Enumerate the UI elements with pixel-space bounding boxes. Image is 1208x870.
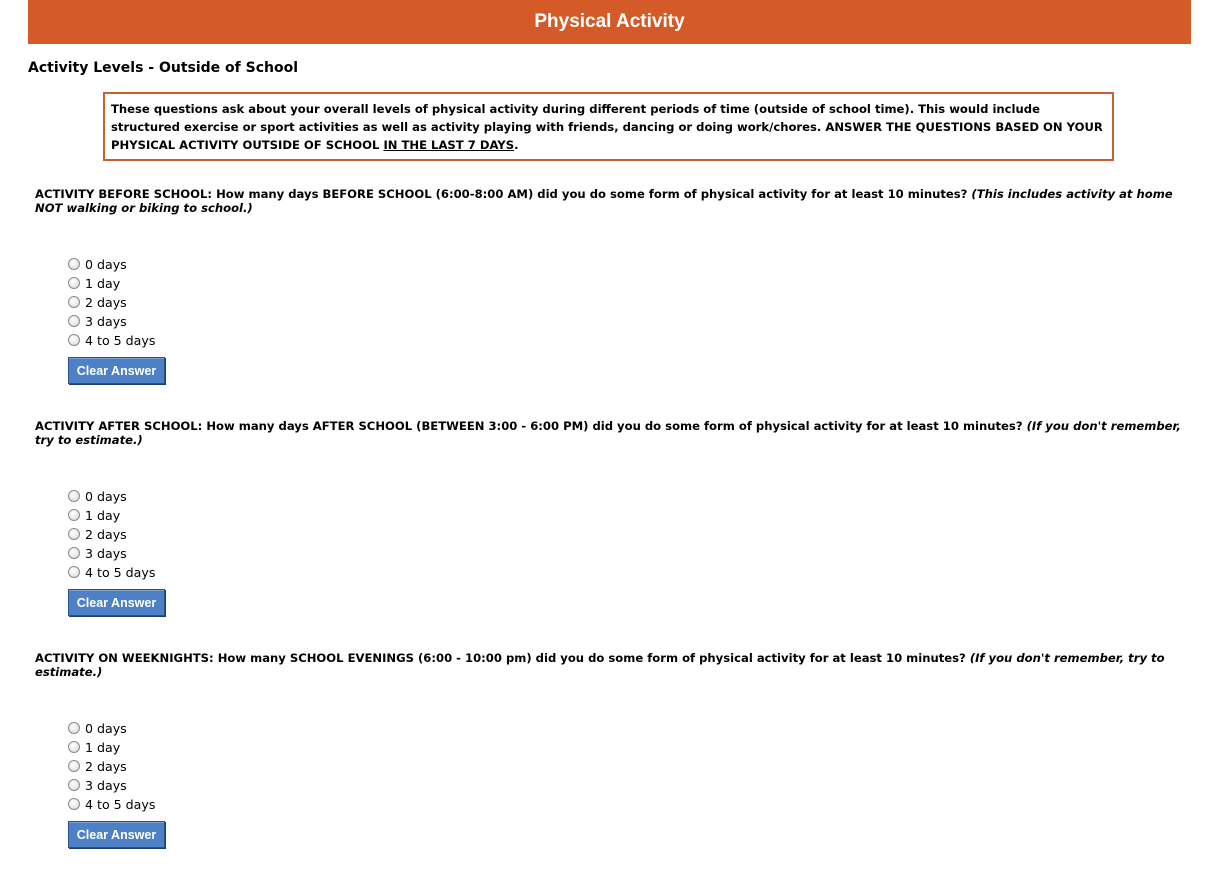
clear-answer-button[interactable]: Clear Answer — [68, 821, 165, 848]
option-4-to-5-days[interactable] — [68, 563, 155, 582]
clear-answer-button[interactable]: Clear Answer — [68, 589, 165, 616]
radio-button[interactable] — [68, 277, 80, 289]
radio-button[interactable] — [68, 741, 80, 753]
option-label: 4 to 5 days — [85, 333, 156, 348]
question-prompt: ACTIVITY AFTER SCHOOL: How many days AFTER SCHOOL (BETWEEN 3:00 - 6:00 PM) did you do some form of physical activity for at least 10 minutes? — [35, 419, 1027, 433]
question-text — [35, 419, 1185, 447]
instructions-box — [103, 92, 1114, 161]
option-label: 0 days — [85, 257, 127, 272]
option-3-days[interactable] — [68, 776, 155, 795]
option-2-days[interactable] — [68, 525, 155, 544]
option-0-days[interactable] — [68, 719, 155, 738]
question-text — [35, 187, 1185, 215]
option-1-day[interactable] — [68, 274, 155, 293]
radio-button[interactable] — [68, 509, 80, 521]
radio-button[interactable] — [68, 528, 80, 540]
instructions-text: These questions ask about your overall levels of physical activity during different periods of time (outside of school time). This would include structured exercise or sport activities as well as activity playing with friends, dancing or doing work/chores. ANSWER THE QUESTIONS BASED ON YOUR PHYSICAL ACTIVITY OUTSIDE OF SCHOOL — [111, 102, 1103, 152]
radio-button[interactable] — [68, 566, 80, 578]
page-title: Physical Activity — [534, 11, 685, 32]
radio-button[interactable] — [68, 798, 80, 810]
option-4-to-5-days[interactable] — [68, 795, 155, 814]
instructions-end: . — [514, 138, 519, 152]
option-3-days[interactable] — [68, 544, 155, 563]
option-0-days[interactable] — [68, 255, 155, 274]
option-label: 3 days — [85, 546, 127, 561]
question-note: (If you don't remember, try to estimate.) — [35, 419, 1181, 447]
option-4-to-5-days[interactable] — [68, 331, 155, 350]
header-bar — [28, 0, 1191, 44]
question-prompt: ACTIVITY ON WEEKNIGHTS: How many SCHOOL EVENINGS (6:00 - 10:00 pm) did you do some form of physical activity for at least 10 minutes? — [35, 651, 970, 665]
radio-button[interactable] — [68, 722, 80, 734]
radio-button[interactable] — [68, 258, 80, 270]
answer-options — [68, 487, 155, 582]
option-1-day[interactable] — [68, 738, 155, 757]
option-label: 2 days — [85, 527, 127, 542]
option-label: 2 days — [85, 759, 127, 774]
question-prompt: ACTIVITY BEFORE SCHOOL: How many days BEFORE SCHOOL (6:00-8:00 AM) did you do some form of physical activity for at least 10 minutes? — [35, 187, 972, 201]
question-text — [35, 651, 1185, 679]
question-before-school — [35, 187, 1185, 378]
option-0-days[interactable] — [68, 487, 155, 506]
option-2-days[interactable] — [68, 293, 155, 312]
radio-button[interactable] — [68, 547, 80, 559]
radio-button[interactable] — [68, 334, 80, 346]
radio-button[interactable] — [68, 779, 80, 791]
option-label: 1 day — [85, 740, 121, 755]
clear-answer-button[interactable]: Clear Answer — [68, 357, 165, 384]
option-label: 2 days — [85, 295, 127, 310]
option-label: 3 days — [85, 314, 127, 329]
option-label: 1 day — [85, 508, 121, 523]
option-label: 0 days — [85, 489, 127, 504]
instructions-emphasis: IN THE LAST 7 DAYS — [383, 138, 515, 152]
option-3-days[interactable] — [68, 312, 155, 331]
option-1-day[interactable] — [68, 506, 155, 525]
radio-button[interactable] — [68, 490, 80, 502]
question-note: (If you don't remember, try to estimate.) — [35, 651, 1165, 679]
radio-button[interactable] — [68, 296, 80, 308]
option-label: 4 to 5 days — [85, 797, 156, 812]
option-label: 1 day — [85, 276, 121, 291]
question-weeknights — [35, 651, 1185, 842]
radio-button[interactable] — [68, 760, 80, 772]
option-label: 0 days — [85, 721, 127, 736]
question-note: (This includes activity at home NOT walking or biking to school.) — [35, 187, 1173, 215]
radio-button[interactable] — [68, 315, 80, 327]
question-after-school — [35, 419, 1185, 610]
section-title: Activity Levels - Outside of School — [28, 60, 299, 76]
answer-options — [68, 255, 155, 350]
answer-options — [68, 719, 155, 814]
option-label: 3 days — [85, 778, 127, 793]
option-2-days[interactable] — [68, 757, 155, 776]
option-label: 4 to 5 days — [85, 565, 156, 580]
